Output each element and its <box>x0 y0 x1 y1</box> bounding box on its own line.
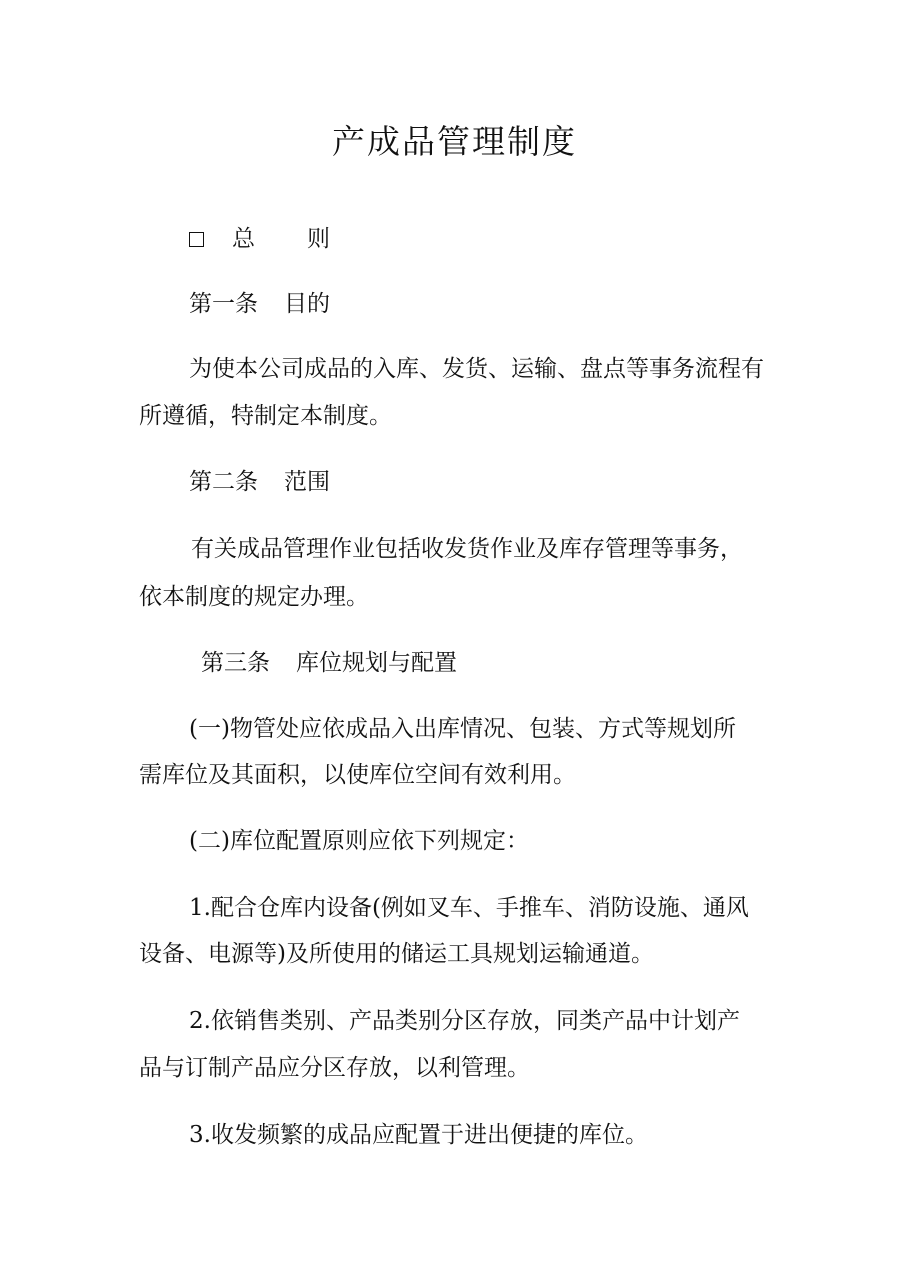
article3-number: 第三条 <box>201 650 270 676</box>
article3-sub1-line2: 设备、电源等)及所使用的储运工具规划运输通道。 <box>139 941 654 967</box>
article3-item2: (二)库位配置原则应依下列规定： <box>189 828 529 854</box>
article1-number: 第一条 <box>189 291 258 317</box>
article3-item1-line1: (一)物管处应依成品入出库情况、包装、方式等规划所 <box>189 716 736 742</box>
square-outline-icon <box>189 232 204 247</box>
section-word-1: 总 <box>232 226 255 252</box>
article3-sub2-line2: 品与订制产品应分区存放，以利管理。 <box>139 1055 530 1081</box>
article3-sub3: 3.收发频繁的成品应配置于进出便捷的库位。 <box>189 1122 648 1148</box>
section-heading <box>189 222 330 256</box>
article1-body-line2: 所遵循，特制定本制度。 <box>139 403 392 429</box>
article2-heading <box>189 465 330 499</box>
article1-body-line1: 为使本公司成品的入库、发货、运输、盘点等事务流程有 <box>189 356 764 382</box>
article3-title: 库位规划与配置 <box>296 650 457 676</box>
article2-body-line2: 依本制度的规定办理。 <box>139 584 369 610</box>
article2-number: 第二条 <box>189 469 258 495</box>
section-word-2: 则 <box>307 226 330 252</box>
article3-sub1-line1: 1.配合仓库内设备(例如叉车、手推车、消防设施、通风 <box>189 895 749 921</box>
article3-heading <box>201 646 457 680</box>
article3-sub2-line1: 2.依销售类别、产品类别分区存放，同类产品中计划产 <box>189 1008 740 1034</box>
article1-title: 目的 <box>284 291 330 317</box>
article2-body-line1: 有关成品管理作业包括收发货作业及库存管理等事务， <box>191 536 743 562</box>
article3-item1-line2: 需库位及其面积，以使库位空间有效利用。 <box>139 762 576 788</box>
article2-title: 范围 <box>284 469 330 495</box>
document-title: 产成品管理制度 <box>332 122 577 161</box>
article1-heading <box>189 287 330 321</box>
